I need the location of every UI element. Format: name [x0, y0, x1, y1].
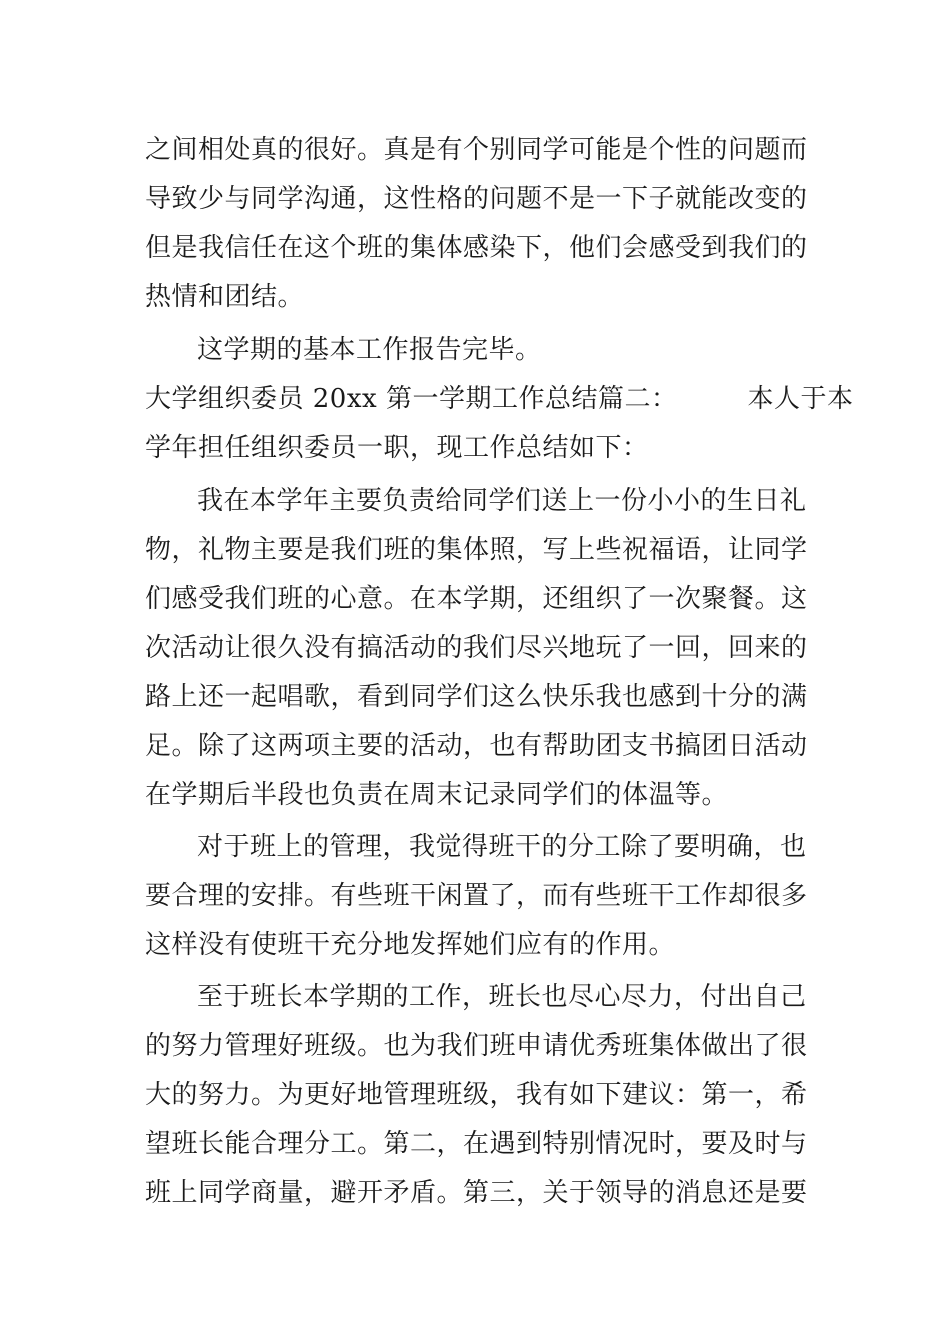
text-line: 至于班长本学期的工作，班长也尽心尽力，付出自己 — [197, 982, 807, 1012]
text-line: 学年担任组织委员一职，现工作总结如下： — [145, 433, 649, 463]
text-line: 望班长能合理分工。第二，在遇到特别情况时，要及时与 — [145, 1129, 808, 1159]
text-line: 导致少与同学沟通，这性格的问题不是一下子就能改变的 — [145, 184, 808, 214]
text-line: 班上同学商量，避开矛盾。第三，关于领导的消息还是要 — [145, 1178, 808, 1208]
text-line: 但是我信任在这个班的集体感染下，他们会感受到我们的 — [145, 233, 808, 263]
text-line: 我在本学年主要负责给同学们送上一份小小的生日礼 — [197, 486, 807, 516]
text-line: 在学期后半段也负责在周末记录同学们的体温等。 — [145, 780, 729, 810]
text-line: 这学期的基本工作报告完毕。 — [197, 335, 542, 365]
text-line: 这样没有使班干充分地发挥她们应有的作用。 — [145, 930, 676, 960]
text-line: 之间相处真的很好。真是有个别同学可能是个性的问题而 — [145, 135, 808, 165]
text-line: 次活动让很久没有搞活动的我们尽兴地玩了一回，回来的 — [145, 633, 808, 663]
text-line: 大的努力。为更好地管理班级，我有如下建议：第一，希 — [145, 1080, 808, 1110]
text-line: 们感受我们班的心意。在本学期，还组织了一次聚餐。这 — [145, 584, 808, 614]
text-line: 足。除了这两项主要的活动，也有帮助团支书搞团日活动 — [145, 731, 808, 761]
text-line: 路上还一起唱歌，看到同学们这么快乐我也感到十分的满 — [145, 682, 808, 712]
section-heading: 大学组织委员 20xx 第一学期工作总结篇二： 本人于本 — [145, 384, 854, 414]
text-line: 热情和团结。 — [145, 282, 305, 312]
text-line: 的努力管理好班级。也为我们班申请优秀班集体做出了很 — [145, 1031, 808, 1061]
text-line: 物，礼物主要是我们班的集体照，写上些祝福语，让同学 — [145, 535, 808, 565]
text-line: 对于班上的管理，我觉得班干的分工除了要明确，也 — [197, 832, 807, 862]
text-line: 要合理的安排。有些班干闲置了，而有些班干工作却很多 — [145, 881, 808, 911]
